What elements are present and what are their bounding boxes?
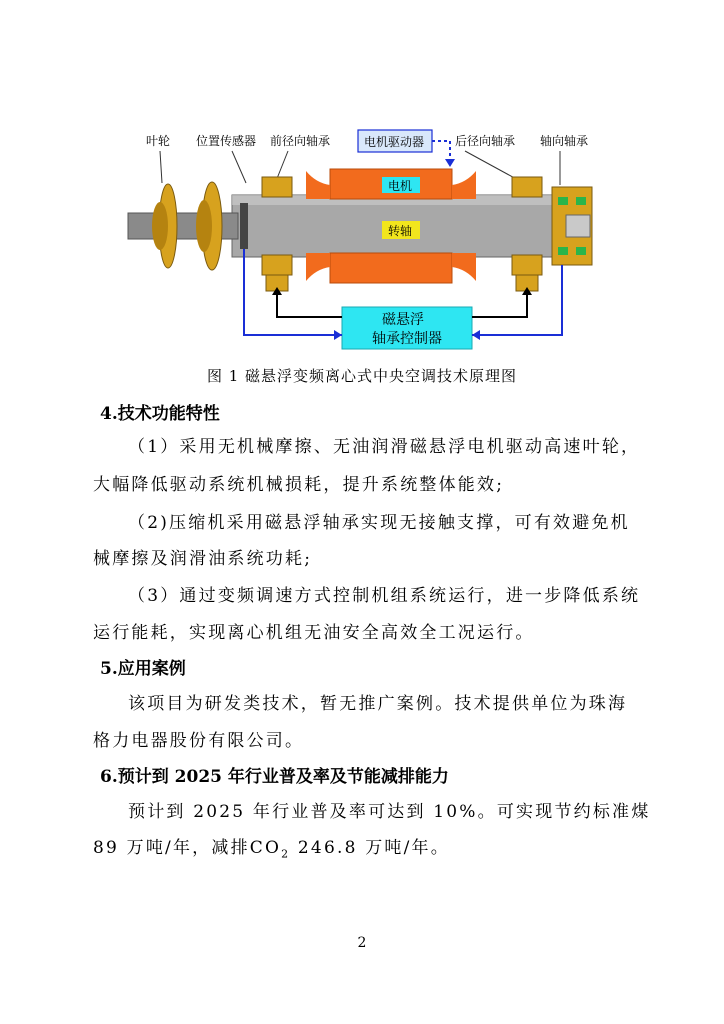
label-front-radial-bearing: 前径向轴承 — [270, 134, 331, 148]
label-impeller: 叶轮 — [146, 134, 171, 148]
end-winding-tl — [306, 171, 330, 199]
co2-subscript: 2 — [281, 847, 291, 861]
arrow-sensor-left — [334, 330, 342, 340]
axial-coil-4 — [576, 247, 586, 255]
end-winding-bl — [306, 253, 330, 281]
section5-heading: 5.应用案例 — [100, 659, 186, 679]
section6-line-2-post: 246.8 万吨/年。 — [290, 838, 450, 858]
section4-heading: 4.技术功能特性 — [100, 404, 220, 424]
label-controller-line1: 磁悬浮 — [382, 312, 424, 328]
section5-line-1: 该项目为研发类技术，暂无推广案例。技术提供单位为珠海 — [128, 694, 628, 714]
figure-caption: 图 1 磁悬浮变频离心式中央空调技术原理图 — [206, 367, 518, 385]
driver-arrowhead — [445, 159, 455, 167]
section4-line-3: （2)压缩机采用磁悬浮轴承实现无接触支撑，可有效避免机 — [128, 513, 630, 533]
section6-line-2-pre: 89 万吨/年，减排CO — [93, 838, 282, 858]
axial-disc — [566, 215, 590, 237]
front-bearing-bottom — [262, 255, 292, 275]
principle-diagram — [120, 125, 610, 355]
axial-coil-3 — [558, 247, 568, 255]
section4-line-4: 械摩擦及润滑油系统功耗; — [93, 549, 313, 569]
front-bearing-top — [262, 177, 292, 197]
label-motor: 电机 — [388, 179, 413, 193]
end-winding-tr — [452, 171, 476, 199]
stator-bottom — [330, 253, 452, 283]
label-controller-line2: 轴承控制器 — [372, 331, 442, 347]
section4-line-2: 大幅降低驱动系统机械损耗，提升系统整体能效; — [93, 475, 505, 495]
section5-line-2: 格力电器股份有限公司。 — [93, 731, 305, 751]
section6-heading: 6.预计到 2025 年行业普及率及节能减排能力 — [100, 767, 449, 787]
axial-coil-1 — [558, 197, 568, 205]
arrow-sensor-right — [472, 330, 480, 340]
position-sensor-disc — [240, 203, 248, 249]
section4-line-6: 运行能耗，实现离心机组无油安全高效全工况运行。 — [93, 623, 535, 643]
label-rear-radial-bearing: 后径向轴承 — [455, 134, 516, 148]
sensor-leader — [232, 151, 246, 183]
section4-line-5: （3）通过变频调速方式控制机组系统运行，进一步降低系统 — [128, 586, 641, 606]
page-number: 2 — [357, 935, 367, 951]
driver-signal-line — [432, 141, 450, 161]
label-motor-driver: 电机驱动器 — [364, 135, 425, 149]
axial-coil-2 — [576, 197, 586, 205]
rear-bearing-bottom — [512, 255, 542, 275]
section6-line-1: 预计到 2025 年行业普及率可达到 10%。可实现节约标准煤 — [128, 802, 651, 822]
impeller-1-hub — [152, 202, 168, 250]
end-winding-br — [452, 253, 476, 281]
label-position-sensor: 位置传感器 — [196, 134, 257, 148]
impeller-leader — [160, 151, 162, 183]
label-axial-bearing: 轴向轴承 — [540, 134, 589, 148]
section6-line-2 — [93, 833, 450, 860]
impeller-2-hub — [196, 200, 212, 252]
section4-line-1: （1）采用无机械摩擦、无油润滑磁悬浮电机驱动高速叶轮， — [128, 437, 641, 457]
principle-diagram-svg — [120, 125, 610, 355]
label-shaft: 转轴 — [388, 224, 413, 238]
rear-bearing-top — [512, 177, 542, 197]
